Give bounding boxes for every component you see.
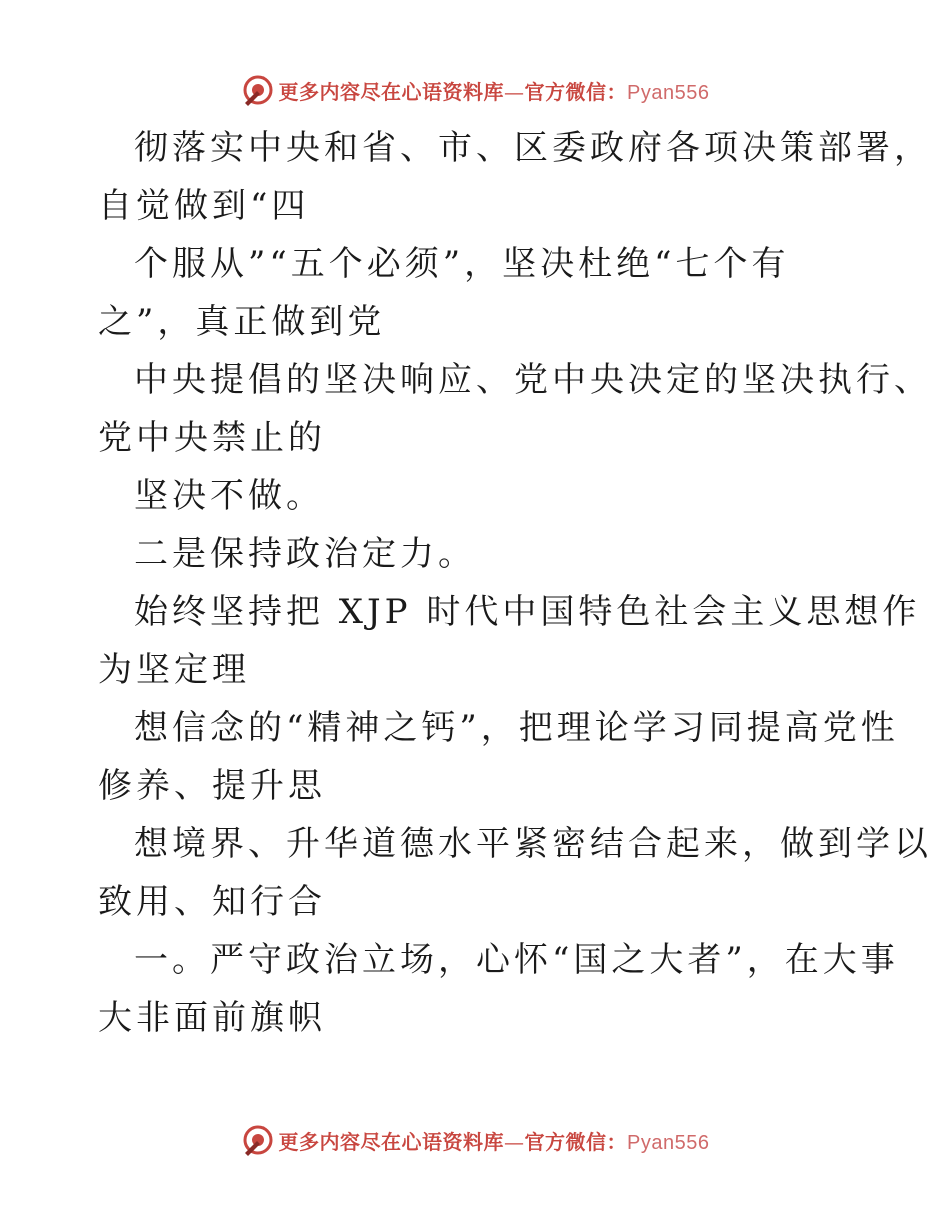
watermark-text: 更多内容尽在心语资料库—官方微信：Pyan556 <box>278 79 710 104</box>
text-line: 致用、知行合 <box>98 882 326 922</box>
pen-logo-icon <box>241 1123 275 1157</box>
text-line: 彻落实中央和省、市、区委政府各项决策部署， <box>134 128 932 168</box>
text-line: 始终坚持把 XJP 时代中国特色社会主义思想作 <box>134 592 921 632</box>
text-line: 中央提倡的坚决响应、党中央决定的坚决执行、 <box>134 360 932 400</box>
text-line: 二是保持政治定力。 <box>134 534 476 574</box>
text-line: 大非面前旗帜 <box>98 998 326 1038</box>
text-line: 修养、提升思 <box>98 766 326 806</box>
text-line: 为坚定理 <box>98 650 250 690</box>
text-line: 想信念的“精神之钙”，把理论学习同提高党性 <box>134 708 899 748</box>
pen-logo-icon <box>241 73 275 107</box>
text-line: 自觉做到“四 <box>98 186 310 226</box>
watermark-banner-top <box>0 70 950 110</box>
text-line: 想境界、升华道德水平紧密结合起来，做到学以 <box>134 824 932 864</box>
watermark-banner-bottom <box>0 1120 950 1160</box>
text-line: 个服从”“五个必须”，坚决杜绝“七个有 <box>134 244 790 284</box>
text-line: 坚决不做。 <box>134 476 324 516</box>
text-line: 之”，真正做到党 <box>98 302 386 342</box>
text-line: 党中央禁止的 <box>98 418 326 458</box>
watermark-text: 更多内容尽在心语资料库—官方微信：Pyan556 <box>278 1129 710 1154</box>
text-line: 一。严守政治立场，心怀“国之大者”，在大事 <box>134 940 899 980</box>
